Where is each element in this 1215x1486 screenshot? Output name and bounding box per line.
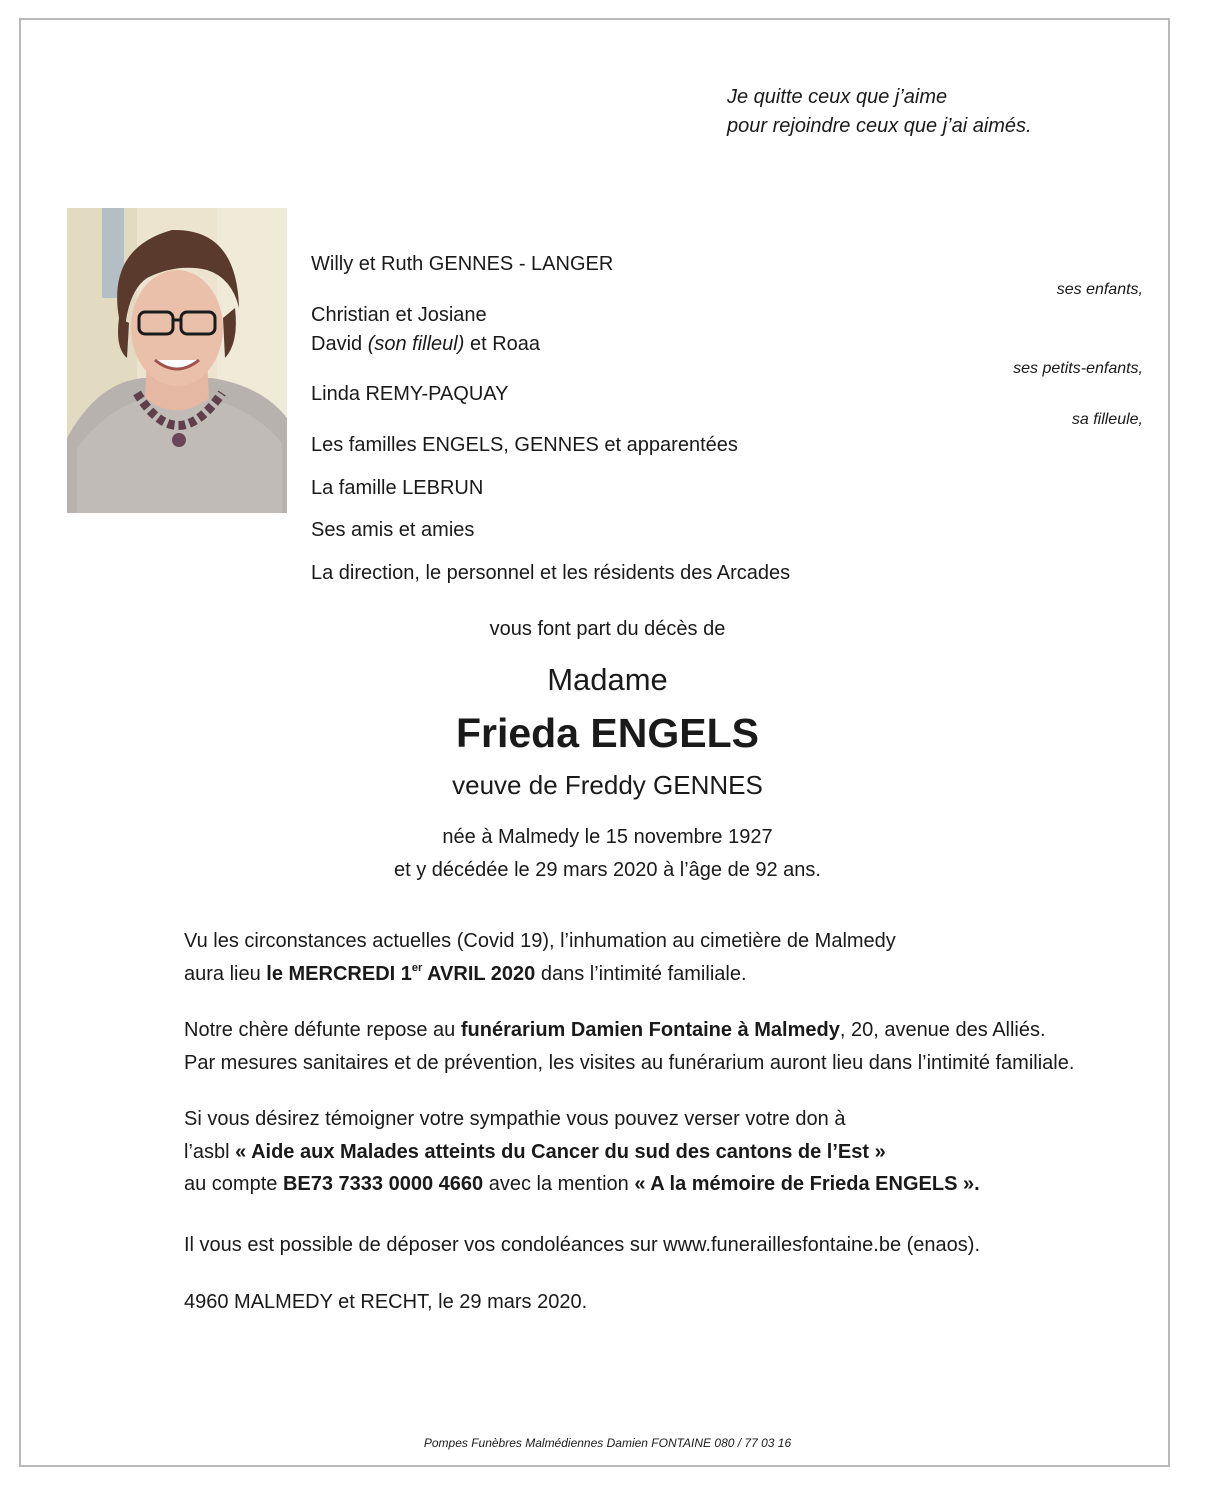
place-date: 4960 MALMEDY et RECHT, le 29 mars 2020. [184, 1291, 588, 1313]
family-lebrun: La famille LEBRUN [311, 477, 484, 499]
burial-line-1: Vu les circonstances actuelles (Covid 19), l’inhumation au cimetière de Malmedy [184, 930, 896, 952]
portrait-photo [67, 208, 287, 513]
deceased-widow: veuve de Freddy GENNES [452, 770, 763, 800]
family-relatives: Les familles ENGELS, GENNES et apparentées [311, 434, 738, 456]
funeral-home-line-1: Notre chère défunte repose au funérarium Damien Fontaine à Malmedy, 20, avenue des Alliés. [184, 1019, 1046, 1041]
quote-line-1: Je quitte ceux que j’aime [727, 86, 948, 108]
donation-line-1: Si vous désirez témoigner votre sympathie vous pouvez verser votre don à [184, 1108, 846, 1130]
condolences-line: Il vous est possible de déposer vos condoléances sur www.funeraillesfontaine.be (enaos). [184, 1234, 981, 1256]
family-goddaughter: Linda REMY-PAQUAY [311, 383, 509, 405]
funeral-home-line-2: Par mesures sanitaires et de prévention, les visites au funérarium auront lieu dans l’intimité familiale. [184, 1052, 1075, 1074]
donation-line-2: l’asbl « Aide aux Malades atteints du Cancer du sud des cantons de l’Est » [184, 1141, 886, 1163]
family-grandchildren-2: David (son filleul) et Roaa [311, 333, 541, 355]
burial-line-2: aura lieu le MERCREDI 1er AVRIL 2020 dans l’intimité familiale. [184, 962, 747, 985]
deceased-title: Madame [547, 662, 668, 697]
family-grandchildren-1: Christian et Josiane [311, 304, 487, 326]
family-friends: Ses amis et amies [311, 519, 475, 541]
label-goddaughter: sa filleule, [1071, 411, 1143, 428]
label-grandchildren: ses petits-enfants, [1013, 360, 1143, 377]
announcement-intro: vous font part du décès de [489, 618, 726, 640]
family-children: Willy et Ruth GENNES - LANGER [311, 253, 614, 275]
quote-line-2: pour rejoindre ceux que j’ai aimés. [727, 115, 1032, 137]
family-arcades: La direction, le personnel et les résidents des Arcades [311, 562, 791, 584]
footer-undertaker: Pompes Funèbres Malmédiennes Damien FONTAINE 080 / 77 03 16 [423, 1436, 792, 1450]
death-line: et y décédée le 29 mars 2020 à l’âge de 92 ans. [394, 859, 821, 881]
donation-line-3: au compte BE73 7333 0000 4660 avec la mention « A la mémoire de Frieda ENGELS ». [184, 1173, 980, 1195]
deceased-name: Frieda ENGELS [455, 710, 759, 756]
birth-line: née à Malmedy le 15 novembre 1927 [442, 826, 773, 848]
label-children: ses enfants, [1056, 281, 1143, 298]
